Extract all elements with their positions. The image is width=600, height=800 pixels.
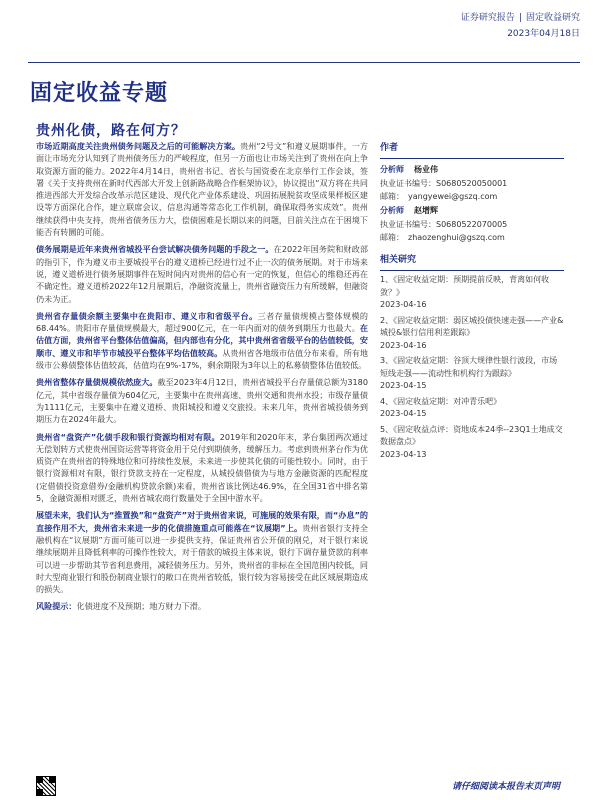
- risk-label: 风险提示：: [36, 601, 77, 612]
- paragraph-text: 2019年和2020年末，茅台集团两次通过无偿划转方式使贵州国资运营等将资金用于兑付到期债务，缓解压力。考虑到贵州茅台作为优质资产在贵州省的特殊地位和可持续性发展，未来进一步使其化债的可能性较小。同时，由于银行资源相对有限，银行贷款支持在一定程度，从城投债借债为与地方金融资源的匹配程度(定借债投资意借券/金融机构贷款余额)来看，贵州省该比例达46.9%，在全国31省中排名第5，金融资源相对匮乏，贵州省城农商行数量处于全国中游水平。: [36, 431, 368, 504]
- sidebar-spacer: [380, 244, 564, 254]
- report-kind: 证券研究报告: [460, 13, 515, 23]
- related-item[interactable]: [380, 424, 564, 462]
- analyst-role: 分析师: [380, 165, 404, 174]
- paragraph-lead: 贵州省“盘资产”化债手段和银行资源均相对有限。: [36, 431, 220, 442]
- license-label: 执业证书编号：: [380, 179, 436, 188]
- related-date: 2023-04-13: [380, 449, 427, 459]
- report-header: [461, 10, 580, 42]
- related-title[interactable]: 2、《固定收益定期：弱区城投债快速走强——产业&城投&银行信用利差跟踪》: [380, 315, 564, 337]
- sidebar: [380, 142, 564, 464]
- analyst-email[interactable]: yangyewei@gszq.com: [408, 192, 498, 201]
- body-paragraph: [36, 431, 368, 505]
- body-paragraph: [36, 243, 368, 304]
- related-date: 2023-04-15: [380, 409, 427, 418]
- email-label: 邮箱：: [380, 233, 404, 242]
- email-row: [380, 231, 564, 244]
- analyst-email[interactable]: zhaozenghui@gszq.com: [408, 233, 505, 242]
- paragraph-text: 从贵州省各地级市估值分布来看，所有地级市公募债整体估值较高，估值均在9%-17%，剩余期限为3年以上的私募债整体估值较低。: [36, 347, 368, 371]
- license-label: 执业证书编号：: [380, 220, 436, 229]
- footer-disclaimer: 请仔细阅读本报告末页声明: [451, 782, 560, 792]
- email-label: 邮箱：: [380, 192, 404, 201]
- qr-code-icon: [36, 776, 56, 796]
- related-title[interactable]: 3、《固定收益定期：谷顶大规律性银行波段，市场短线走强——流动性和机构行为跟踪》: [380, 356, 558, 378]
- related-date: 2023-04-15: [380, 381, 427, 390]
- page-footer: [0, 776, 600, 796]
- paragraph-lead: 债务展期是近年来贵州省城投平台尝试解决债务问题的手段之一。: [36, 244, 274, 255]
- related-date: 2023-04-16: [380, 300, 427, 309]
- paragraph-lead: 贵州省存量债余额主要集中在贵阳市、遵义市和省级平台。: [36, 310, 258, 321]
- license-row: [380, 177, 564, 190]
- related-title[interactable]: 4、《固定收益定期：对冲青乐吧》: [380, 396, 502, 406]
- report-section: 固定收益研究: [525, 13, 580, 23]
- related-item[interactable]: [380, 315, 564, 353]
- license-number: S0680522070005: [436, 220, 508, 229]
- paragraph-text: 贵州省银行支持全融机构在“议展期”方面可能可以进一步提供支持，保证贵州省公开债的刚兑，对于银行来说继续展期并且降低利率的可操作性较大，对于借款的城投主体来说，银行下调存量贷款的利率可以进一步帮助其节省利息费用，减轻债务压力。另外，贵州省的非标在全国范围内较低，同时大型商业银行和股份制商业银行的敞口在贵州省较低，银行较为容易接受在此区域展期造成的损失。: [36, 522, 368, 595]
- body-paragraph: [36, 509, 368, 595]
- related-title[interactable]: 5、《固定收益点评：资地成本24季--23Q1土地成交数据盘点》: [380, 424, 563, 446]
- risk-text: 化债进度不及预期；地方财力下滑。: [76, 601, 206, 612]
- analyst-name: 赵增辉: [414, 206, 438, 215]
- paragraph-lead: 市场近期高度关注贵州债务问题及之后的可能解决方案。: [36, 141, 241, 151]
- paragraph-text: 贵州“2号文”和遵义展期事件，一方面让市场充分认知到了贵州债务压力的严峻程度，但另一方面也让市场关注到了贵州在向上争取资源方面的能力。2022年4月14日，贵州省书记、省长与国资委在北京举行工作会谈，签署《关于支持贵州在新时代西部大开发上创新路战略合作框架协议》，协议提出“双方将在共同推进西部大开发综合改革示范区建设、现代化产业体系建设、巩固拓展脱贫攻坚成果样板区建设等方面深化合作，建立联席会议、信息沟通等常态化工作机制，确保取得务实成效”。贵州继续获得中央支持，贵州省债务压力大，偿债困难是长期以来的问题，目前关注点在于困境下能否有转圜的可能。: [36, 141, 368, 238]
- header-separator: |: [518, 13, 522, 23]
- page-title: 贵州化债，路在何方？: [36, 123, 186, 139]
- analyst-card: [380, 162, 564, 203]
- paragraph-text: 截至2023年4月12日，贵州省城投平台存量债总额为3180亿元，其中省级存量债为604亿元，主要集中在贵州高速、贵州交通和贵州水投；市级存量债为1111亿元，主要集中在遵义道桥、贵阳城投和遵义交旅投。未来几年，贵州省城投债务到期压力在2024年最大。: [36, 377, 368, 425]
- email-row: [380, 190, 564, 203]
- paragraph-emphasis: 在估值方面，贵州省平台整体估值偏高，但内部也有分化，其中贵州省省级平台的估值较低，安顺市、遵义市和毕节市城投平台整体平均估值较高。: [36, 323, 368, 358]
- analyst-name-row: [380, 203, 564, 218]
- related-date: 2023-04-16: [380, 340, 427, 350]
- related-item[interactable]: [380, 274, 564, 312]
- related-item[interactable]: [380, 396, 564, 421]
- analyst-role: 分析师: [380, 206, 404, 215]
- related-list: [380, 274, 564, 461]
- header-divider: [28, 62, 580, 63]
- author-heading: 作者: [380, 142, 564, 159]
- related-heading: 相关研究: [380, 254, 564, 271]
- report-date: 2023年04月18日: [507, 29, 580, 39]
- analyst-name: 杨业伟: [414, 165, 438, 174]
- license-number: S0680520050001: [436, 179, 508, 188]
- body-paragraph: [36, 376, 368, 425]
- header-categories: [461, 10, 580, 26]
- report-type: 固定收益专题: [30, 80, 169, 106]
- related-title[interactable]: 1、《固定收益定期：预期提前反映，背离如何收敛？》: [380, 275, 550, 297]
- analyst-name-row: [380, 162, 564, 177]
- body-paragraph: [36, 140, 368, 238]
- body-paragraph: [36, 310, 368, 371]
- paragraph-text: 在2022年国务院和财政部的指引下，作为遵义市主要城投平台的遵义道桥已经进行过不止一次的债务展期。对于市场来说，遵义道桥进行债务展期事件在短时间内对贵州的信心有一定的恢复，但信心的维稳还再在不确定性。遵义道桥2022年12月展期后，净融资流量上，贵州省融资压力有所缓解，但融资仍未为正。: [36, 244, 368, 304]
- paragraph-lead: 展望未来，我们认为“推置换”和“盘资产”对于贵州省来说，可施展的效果有限，而“办息”的直接作用不大，贵州省未来进一步的化债措施重点可能落在“议展期”上。: [36, 510, 368, 533]
- license-row: [380, 218, 564, 231]
- report-body: [36, 140, 368, 618]
- risk-warning: [36, 600, 368, 612]
- related-item[interactable]: [380, 355, 564, 393]
- paragraph-text: 三者存量债规模占整体规模的68.44%。贵阳市存量债规模最大，超过900亿元，在一年内面对的债务到期压力也最大。: [36, 310, 368, 334]
- analyst-card: [380, 203, 564, 244]
- paragraph-lead: 贵州省整体存量债规模依然庞大。: [36, 377, 158, 388]
